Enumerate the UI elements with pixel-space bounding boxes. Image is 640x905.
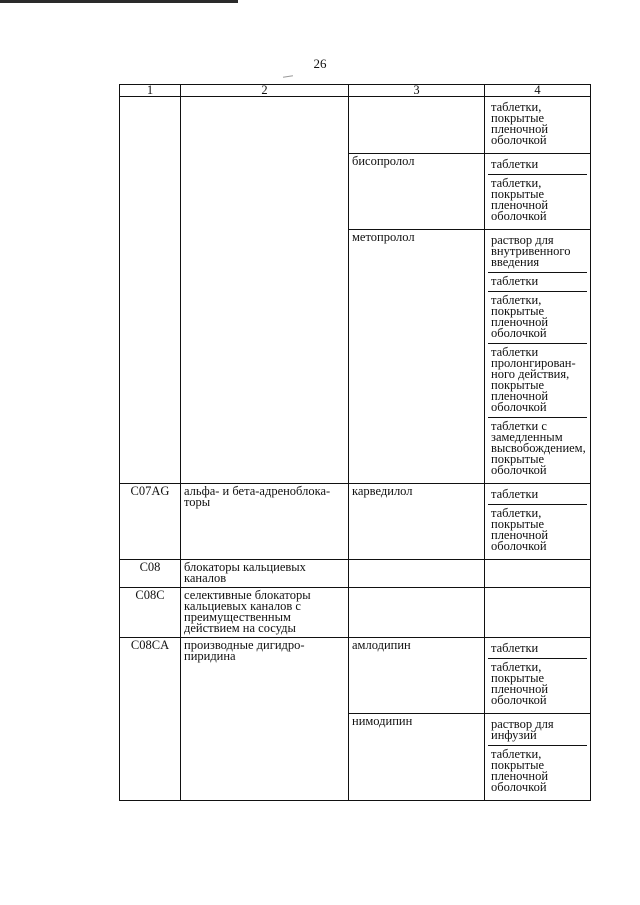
group-name-cell: блокаторы кальциевых каналов <box>181 560 349 588</box>
dosage-form: раствор для внутривенного введения <box>491 233 571 269</box>
dosage-forms-cell <box>485 97 591 154</box>
dosage-forms-cell <box>485 638 591 714</box>
inn-cell: карведилол <box>349 484 485 560</box>
table-row <box>120 484 591 560</box>
table-row <box>120 638 591 714</box>
inn-cell <box>349 97 485 154</box>
atc-code-cell: C08 <box>120 560 181 588</box>
table-row <box>120 560 591 588</box>
inn-cell: метопролол <box>349 230 485 484</box>
dosage-form: таблетки, покрытые пленочной оболочкой <box>488 745 587 797</box>
dosage-forms-cell <box>485 154 591 230</box>
inn-cell <box>349 588 485 638</box>
column-header: 1 <box>120 85 181 97</box>
dosage-form: таблетки с замедленным высвобождением, покрытые оболочкой <box>488 417 587 480</box>
inn-cell: бисопролол <box>349 154 485 230</box>
dosage-forms-cell <box>485 714 591 801</box>
group-name-cell <box>181 97 349 484</box>
atc-code-cell: C08CA <box>120 638 181 801</box>
dosage-forms-cell <box>485 484 591 560</box>
atc-code-cell: C08C <box>120 588 181 638</box>
column-header: 2 <box>181 85 349 97</box>
dosage-forms-cell <box>485 560 591 588</box>
inn-cell: амлодипин <box>349 638 485 714</box>
dosage-form: таблетки, покрытые пленочной оболочкой <box>488 658 587 710</box>
table-row <box>120 588 591 638</box>
drug-table <box>119 84 591 801</box>
inn-cell <box>349 560 485 588</box>
table-row <box>120 97 591 154</box>
dosage-form: таблетки <box>491 487 539 501</box>
dosage-form: таблетки, покрытые пленочной оболочкой <box>488 174 587 226</box>
page-number: 26 <box>313 56 327 71</box>
dosage-form: таблетки <box>491 157 539 171</box>
atc-code-cell: C07AG <box>120 484 181 560</box>
dosage-form: таблетки <box>488 272 587 291</box>
group-name-cell: селективные блокаторы кальциевых каналов с преимущественным действием на сосуды <box>181 588 349 638</box>
inn-cell: нимодипин <box>349 714 485 801</box>
column-header: 4 <box>485 85 591 97</box>
column-header: 3 <box>349 85 485 97</box>
dosage-forms-cell <box>485 230 591 484</box>
group-name-cell: производные дигидро-пиридина <box>181 638 349 801</box>
dosage-form: таблетки, покрытые пленочной оболочкой <box>488 504 587 556</box>
scan-edge-mark <box>0 0 238 3</box>
stray-mark <box>283 75 293 77</box>
dosage-form: таблетки, покрытые пленочной оболочкой <box>491 100 549 147</box>
dosage-form: раствор для инфузий <box>491 717 554 742</box>
dosage-form: таблетки, покрытые пленочной оболочкой <box>488 291 587 343</box>
dosage-form: таблетки пролонгирован-ного действия, покрытые пленочной оболочкой <box>488 343 587 417</box>
group-name-cell: альфа- и бета-адреноблока-торы <box>181 484 349 560</box>
dosage-form: таблетки <box>491 641 539 655</box>
atc-code-cell <box>120 97 181 484</box>
dosage-forms-cell <box>485 588 591 638</box>
table-header-row <box>120 85 591 97</box>
